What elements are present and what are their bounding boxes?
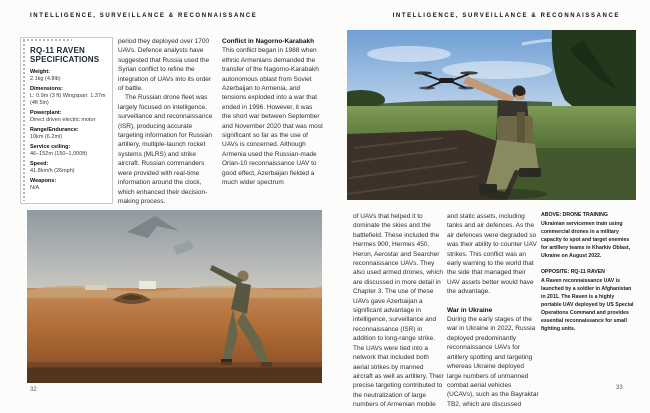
spec-label: Powerplant: [30,110,62,116]
blurred-foreground [27,367,322,383]
spec-row [30,161,106,175]
spec-box-title: RQ-11 RAVEN SPECIFICATIONS [30,46,100,64]
photo-captions-column [541,212,636,343]
spec-label: Range/Endurance: [30,127,79,133]
section-heading: Conflict in Nagorno-Karabakh [222,38,315,45]
drone-training-photo [347,30,636,200]
spec-label: Weight: [30,69,51,75]
page-number-right: 33 [616,385,623,391]
caption-body: A Raven reconnaissance UAV is launched by a soldier in Afghanistan in 2011. The Raven is a highly portable UAV deployed by US Special Operations Command and provides essential reconnaissance for small fighting units. [541,278,634,332]
spec-label: Speed: [30,161,49,167]
spec-row [30,69,106,83]
raven-launch-photo [27,210,322,383]
torn-edge-top-decoration [23,39,72,41]
body-paragraph: The Russian drone fleet was largely focused on intelligence, surveillance and reconnaissance (ISR), producing accurate targeting information for Russian artillery, multiple-launch rocket systems (MLRS) and strike aircraft. Russian commanders were provided with real-time information around the clock, which enhanced their decision-making process. [118,94,213,205]
distant-building [85,285,107,290]
drone-training-illustration [347,30,636,200]
spec-value: 46–152m (150–1,000ft) [30,151,88,157]
running-head-right: INTELLIGENCE, SURVEILLANCE & RECONNAISSANCE [392,13,620,19]
spec-value: Direct driven electric motor [30,117,96,123]
torn-edge-decoration [23,40,25,201]
spec-box [20,37,113,204]
spec-row [30,86,106,107]
left-page-column-1 [118,37,218,206]
spec-value: 10km (6.2mi) [30,134,63,140]
spec-label: Service ceiling: [30,144,71,150]
body-paragraph: and static assets, including tanks and air defences. As the air defences were degraded so was their ability to counter UAV strikes. This conflict was an early warning to the world that the side that managed their UAV assets better would have the advantage. [447,213,537,296]
body-paragraph: period they deployed over 1700 UAVs. Defence analysts have suggested that Russia used the Syrian conflict to refine the integration of UAVs into its order of battle. [118,38,212,93]
caption-title: ABOVE: DRONE TRAINING [541,212,608,218]
body-paragraph: During the early stages of the war in Ukraine in 2022, Russia deployed predominantly reconnaissance UAVs for artillery spotting and targeting whereas Ukraine deployed large numbers of unmanned combat aerial vehicles (UCAVs), such as the Bayraktar TB2, which are discussed [447,316,539,408]
body-paragraph: of UAVs that helped it to dominate the skies and the battlefield. These included the Hermes 900, Hermes 450, Heron, Aerostar and Searcher reconnaissance UAVs. They also used armed drones, which are discussed in more detail in Chapter 3. The use of these UAVs gave Azerbaijan a significant advantage in intelligence, surveillance and reconnaissance (ISR) in addition to long-range strike. The UAVs were tied into a network that included both aerial strikes by manned aircraft as well as artillery. Their precise targeting contributed to the neutralization of large numbers of Armenian mobile [353,213,444,409]
spec-value: 41.8km/h (26mph) [30,168,75,174]
spec-value: N/A [30,185,40,191]
caption-body: Ukrainian servicemen train using commercial drones in a military capacity to spot and target enemies for artillery teams in Kharkiv Oblast, Ukraine on August 2022. [541,220,631,259]
page-number-left: 32 [30,387,37,393]
running-head-left: INTELLIGENCE, SURVEILLANCE & RECONNAISSANCE [30,13,258,19]
right-page-column-1 [353,212,445,410]
cloud [367,46,451,62]
body-paragraph: This conflict began in 1988 when ethnic Armenians demanded the transfer of the Nagorno-Karabakh autonomous oblast from Soviet Azerbaijan to Armenia, and tensions exploded into a war that ended in 1996. However, it was the short war between September and November 2020 that was most significant so far as the use of UAVs is concerned. Although Armenia used the Russian-made Orlan-10 reconnaissance UAV to good effect, Azerbaijan fielded a much wider spectrum [222,47,323,187]
raven-launch-illustration [27,210,322,383]
caption-title: OPPOSITE: RQ-11 RAVEN [541,269,605,276]
spec-row [30,110,106,124]
spec-value: L: 0.9m (3 ft) Wingspan: 1.37m (4ft 5in) [30,93,106,106]
spec-row [30,178,106,192]
foreground-transition [27,362,322,368]
distant-building [139,281,156,289]
spec-label: Weapons: [30,178,57,184]
cloud [442,61,552,79]
desert-sky [27,210,322,292]
right-page-column-2 [447,212,539,409]
spec-row [30,144,106,158]
spec-row [30,127,106,141]
spec-label: Dimensions: [30,86,64,92]
left-page-column-2 [222,37,323,188]
spec-value: 2.1kg (4.8lb) [30,76,61,82]
section-heading: War in Ukraine [447,306,493,314]
